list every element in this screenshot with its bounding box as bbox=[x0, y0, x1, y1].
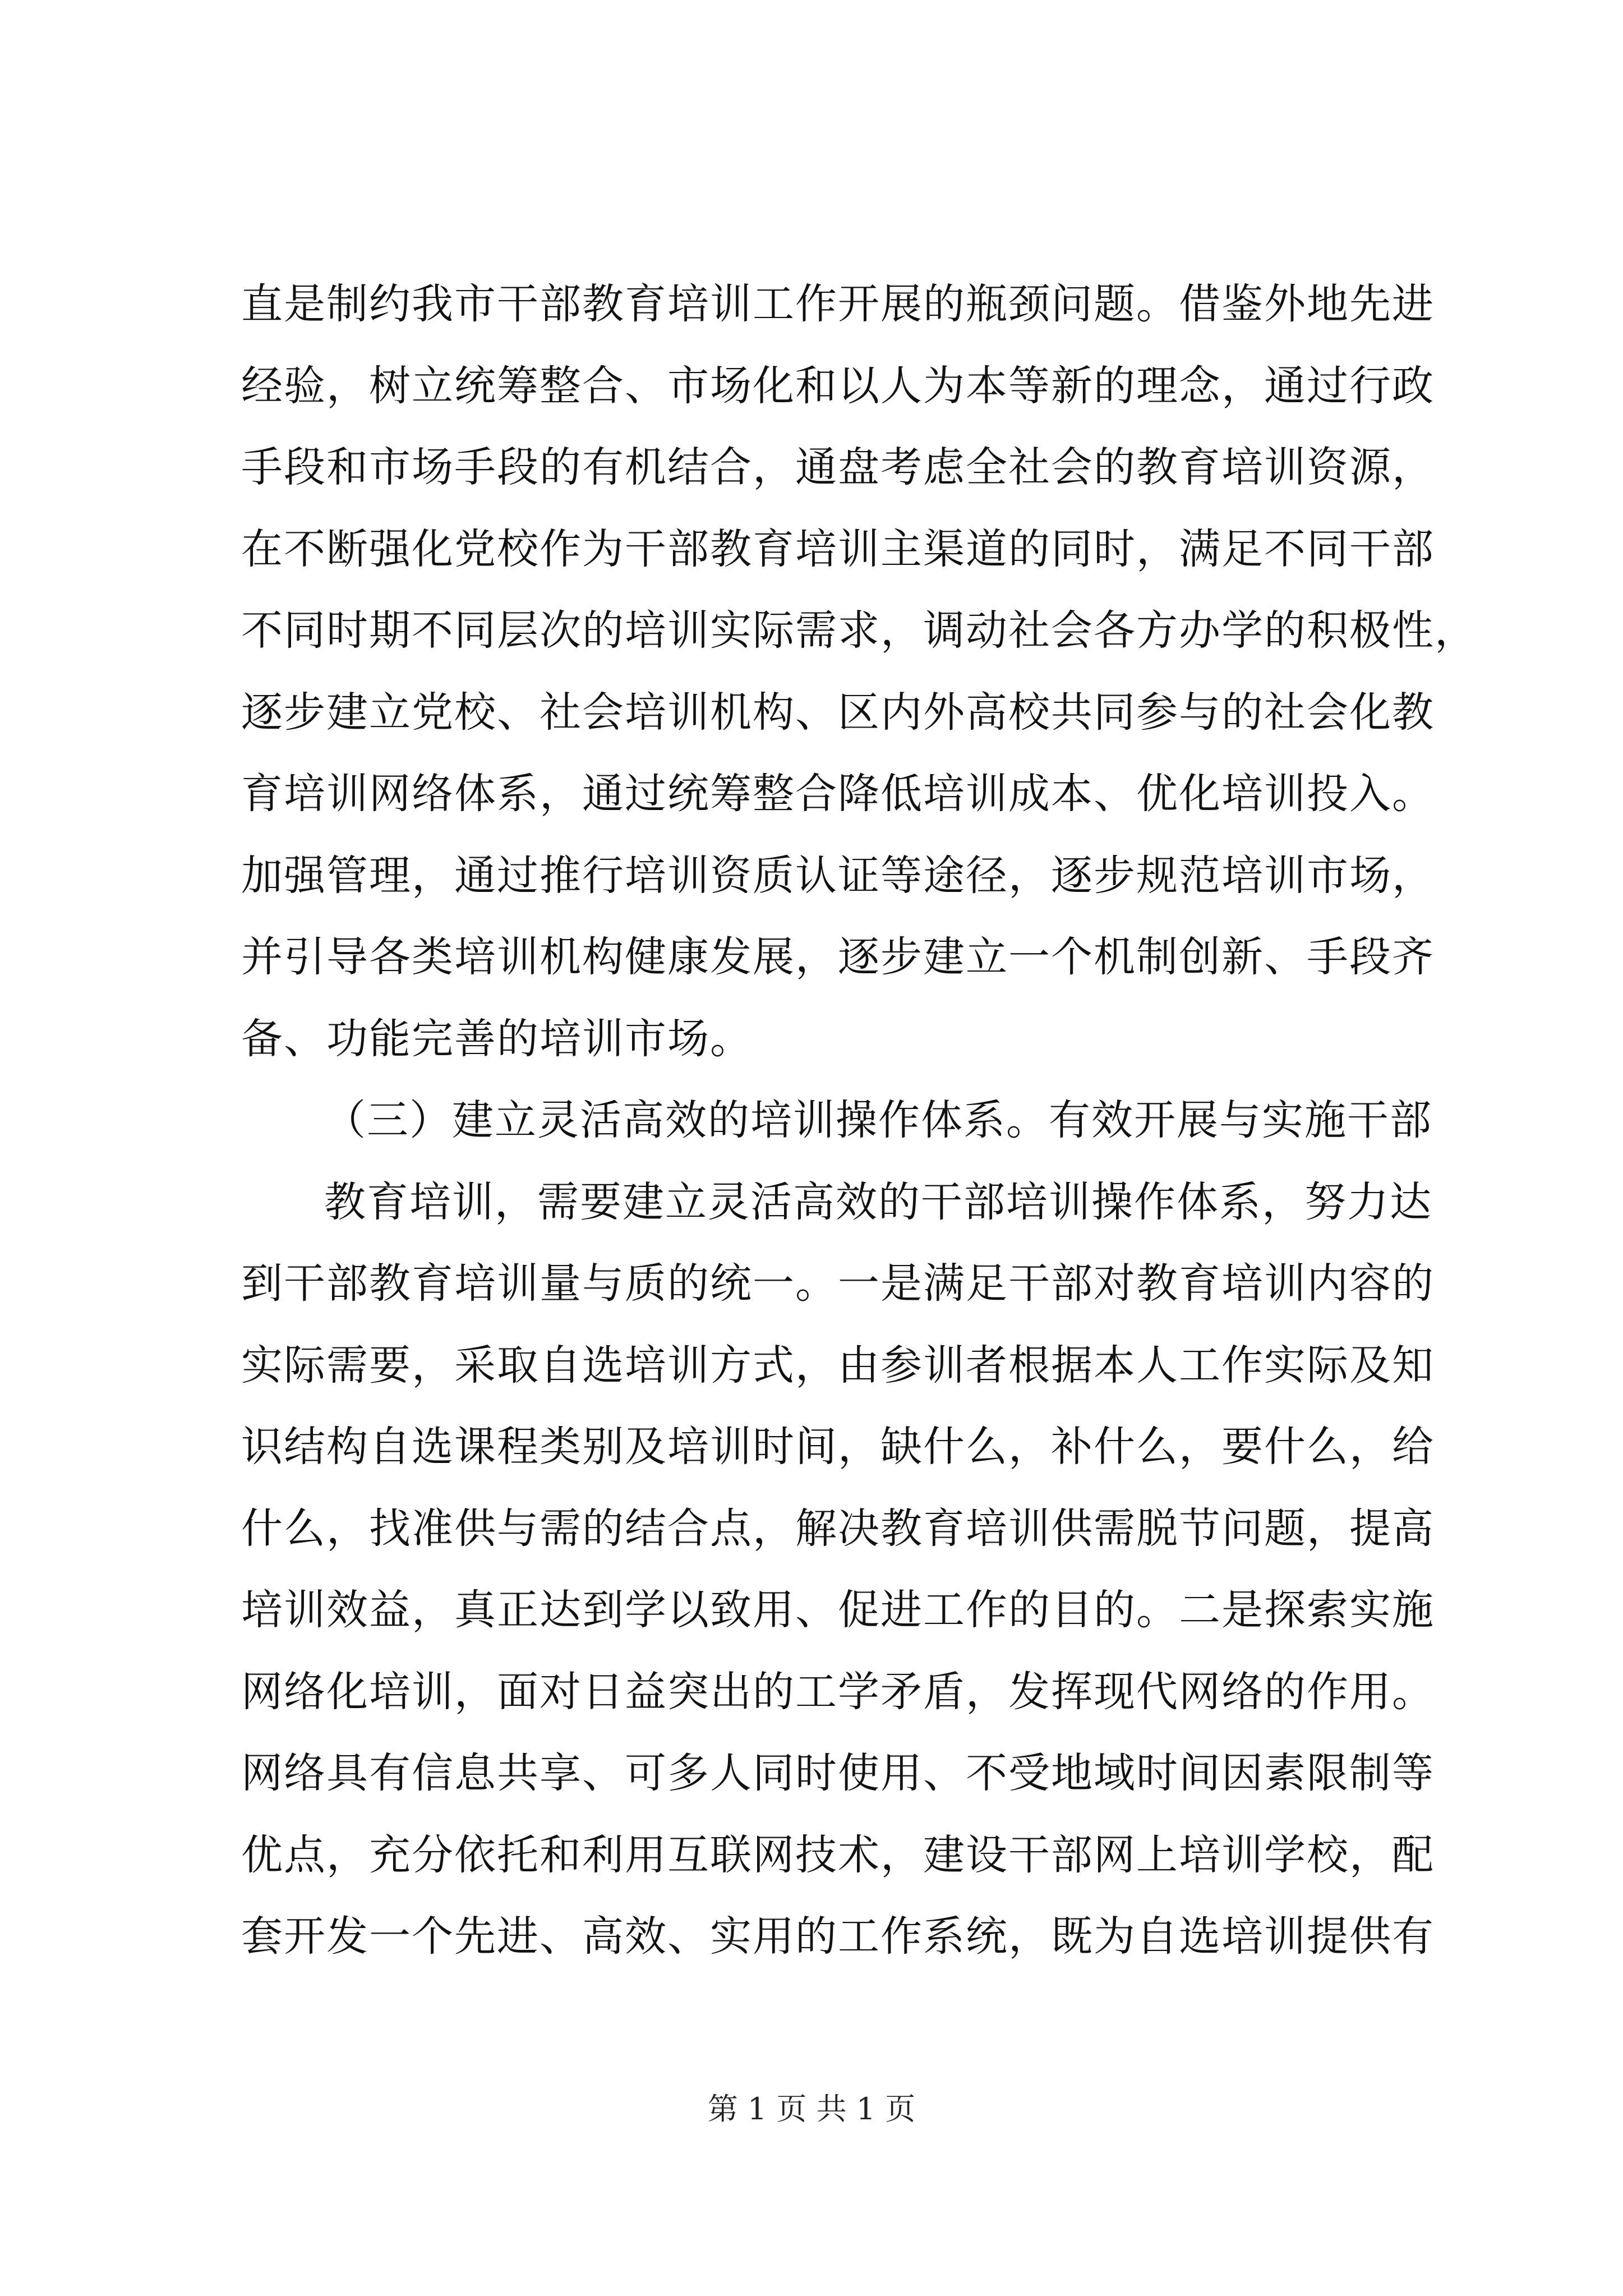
text-line: 在不断强化党校作为干部教育培训主渠道的同时，满足不同干部 bbox=[241, 524, 1435, 573]
text-line: 备、功能完善的培训市场。 bbox=[241, 1014, 753, 1063]
text-line: 培训效益，真正达到学以致用、促进工作的目的。二是探索实施 bbox=[241, 1586, 1435, 1634]
text-line: 并引导各类培训机构健康发展，逐步建立一个机制创新、手段齐 bbox=[241, 933, 1435, 981]
text-line: 逐步建立党校、社会培训机构、区内外高校共同参与的社会化教 bbox=[241, 688, 1435, 737]
text-line: 什么，找准供与需的结合点，解决教育培训供需脱节问题，提高 bbox=[241, 1504, 1435, 1553]
text-line: 加强管理，通过推行培训资质认证等途径，逐步规范培训市场， bbox=[241, 851, 1435, 900]
text-line: 优点，充分依托和利用互联网技术，建设干部网上培训学校，配 bbox=[241, 1830, 1435, 1879]
text-line: 到干部教育培训量与质的统一。一是满足干部对教育培训内容的 bbox=[241, 1259, 1435, 1308]
text-line: 网络具有信息共享、可多人同时使用、不受地域时间因素限制等 bbox=[241, 1749, 1435, 1797]
text-line: 不同时期不同层次的培训实际需求，调动社会各方办学的积极性， bbox=[241, 606, 1477, 655]
text-line: 识结构自选课程类别及培训时间，缺什么，补什么，要什么，给 bbox=[241, 1423, 1435, 1471]
text-line: 教育培训，需要建立灵活高效的干部培训操作体系，努力达 bbox=[324, 1177, 1432, 1226]
text-line: 经验，树立统筹整合、市场化和以人为本等新的理念，通过行政 bbox=[241, 361, 1435, 410]
text-line: 育培训网络体系，通过统筹整合降低培训成本、优化培训投入。 bbox=[241, 770, 1435, 818]
document-body bbox=[241, 264, 1477, 1978]
text-line: 套开发一个先进、高效、实用的工作系统，既为自选培训提供有 bbox=[241, 1912, 1435, 1961]
text-line: 手段和市场手段的有机结合，通盘考虑全社会的教育培训资源， bbox=[241, 443, 1435, 491]
text-line: 实际需要，采取自选培训方式，由参训者根据本人工作实际及知 bbox=[241, 1341, 1435, 1389]
text-line: 网络化培训，面对日益突出的工学矛盾，发挥现代网络的作用。 bbox=[241, 1667, 1435, 1716]
text-line: 直是制约我市干部教育培训工作开展的瓶颈问题。借鉴外地先进 bbox=[241, 280, 1435, 328]
section-heading-line: （三）建立灵活高效的培训操作体系。有效开展与实施干部 bbox=[324, 1096, 1432, 1144]
page-footer: 第 1 页 共 1 页 bbox=[707, 2091, 916, 2127]
